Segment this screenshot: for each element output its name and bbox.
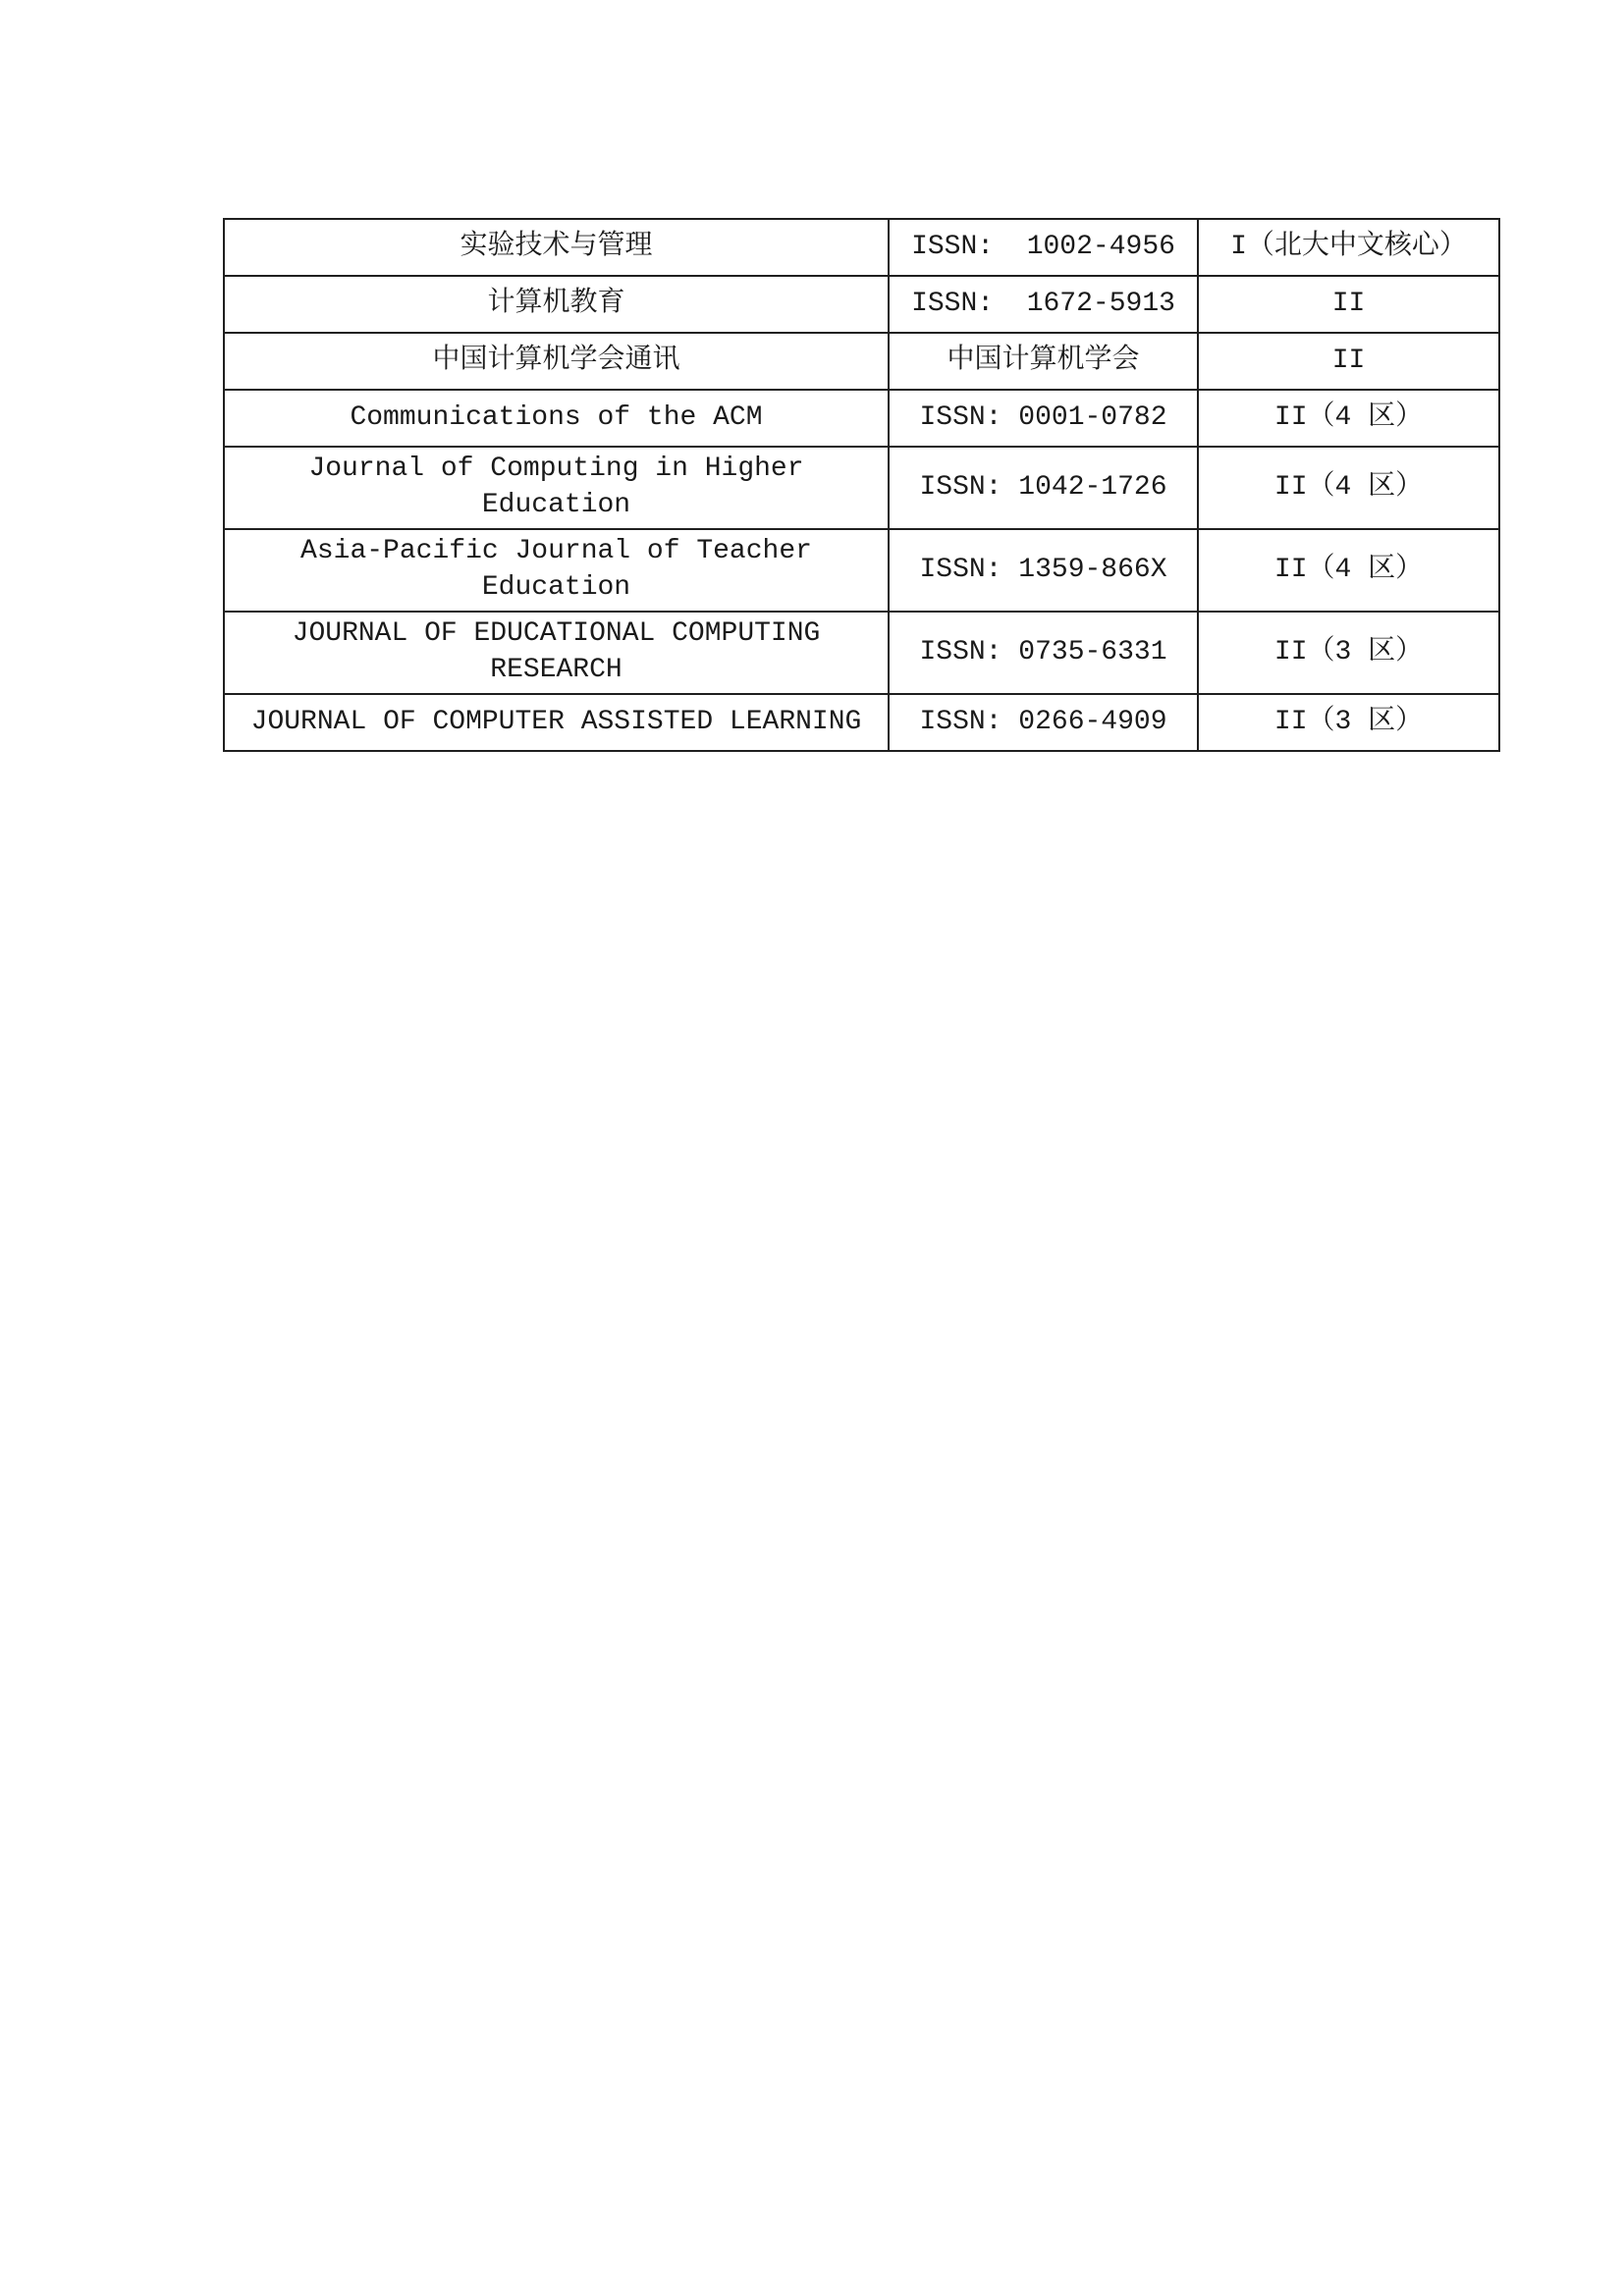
level-cell: II（3 区） <box>1198 612 1499 694</box>
issn-cell: ISSN: 0001-0782 <box>889 390 1198 447</box>
issn-cell: ISSN: 1042-1726 <box>889 447 1198 529</box>
issn-cell: ISSN: 1672-5913 <box>889 276 1198 333</box>
level-cell: I（北大中文核心） <box>1198 219 1499 276</box>
journal-name-cell: 计算机教育 <box>224 276 889 333</box>
journal-name-cell: JOURNAL OF COMPUTER ASSISTED LEARNING <box>224 694 889 751</box>
level-cell: II（4 区） <box>1198 447 1499 529</box>
level-cell: II <box>1198 333 1499 390</box>
table-row <box>224 219 1499 276</box>
issn-cell: ISSN: 0735-6331 <box>889 612 1198 694</box>
journal-name-cell: 中国计算机学会通讯 <box>224 333 889 390</box>
issn-cell: ISSN: 1002-4956 <box>889 219 1198 276</box>
table-row <box>224 390 1499 447</box>
table-row <box>224 529 1499 612</box>
issn-cell: ISSN: 0266-4909 <box>889 694 1198 751</box>
journal-name-cell: Asia-Pacific Journal of Teacher Education <box>224 529 889 612</box>
publisher-cell: 中国计算机学会 <box>889 333 1198 390</box>
table-row <box>224 612 1499 694</box>
table-row <box>224 333 1499 390</box>
journal-ranking-table <box>223 218 1500 752</box>
level-cell: II（4 区） <box>1198 390 1499 447</box>
issn-cell: ISSN: 1359-866X <box>889 529 1198 612</box>
level-cell: II（3 区） <box>1198 694 1499 751</box>
journal-name-cell: 实验技术与管理 <box>224 219 889 276</box>
journal-name-cell: JOURNAL OF EDUCATIONAL COMPUTING RESEARCH <box>224 612 889 694</box>
table-row <box>224 447 1499 529</box>
level-cell: II <box>1198 276 1499 333</box>
level-cell: II（4 区） <box>1198 529 1499 612</box>
table-row <box>224 276 1499 333</box>
journal-name-cell: Communications of the ACM <box>224 390 889 447</box>
journal-name-cell: Journal of Computing in Higher Education <box>224 447 889 529</box>
table-row <box>224 694 1499 751</box>
